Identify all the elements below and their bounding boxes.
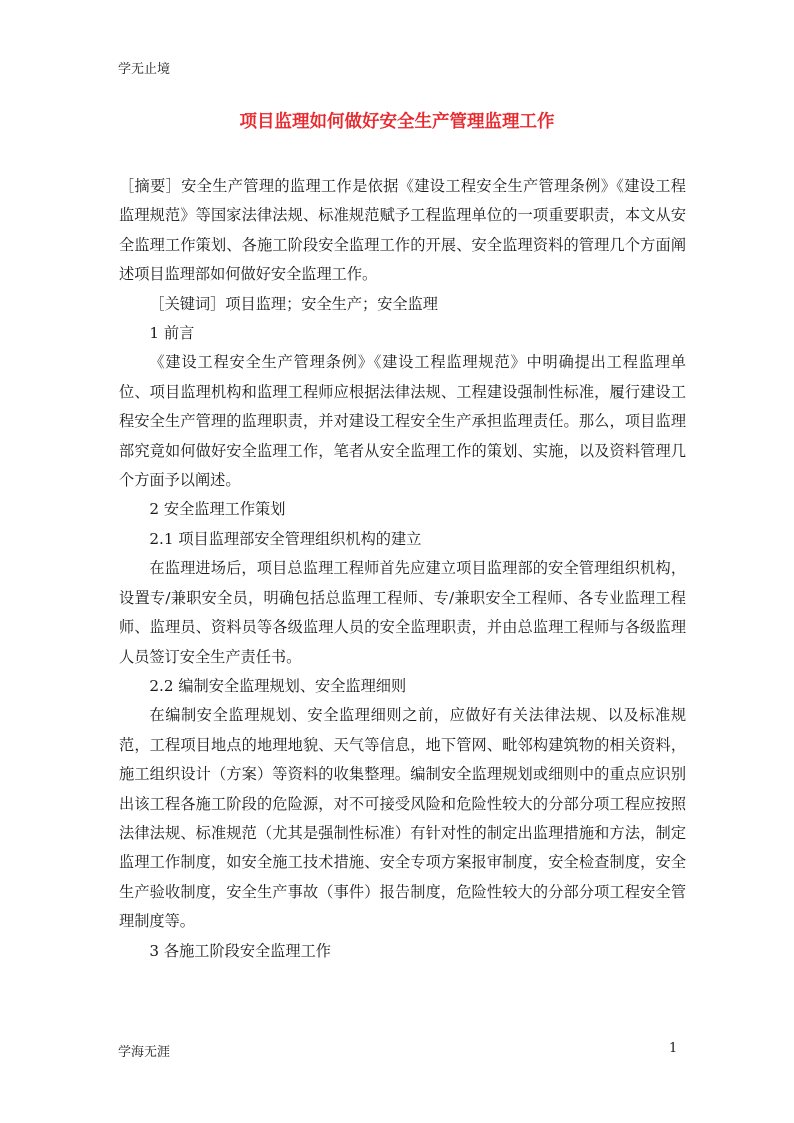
page-number: 1 [669,1041,678,1056]
document-title: 项目监理如何做好安全生产管理监理工作 [239,112,555,132]
paragraph-1: 《建设工程安全生产管理条例》《建设工程监理规范》中明确提出工程监理单位、项目监理机构和监理工程师应根据法律法规、工程建设强制性标准，履行建设工程安全生产管理的监理职责，并对建设工程安全生产承担监理责任。那么，项目监理部究竟如何做好安全监理工作，笔者从安全监理工作的策划、实施，以及资料管理几个方面予以阐述。 [119,353,686,490]
paragraph-2-1: 在监理进场后，项目总监理工程师首先应建立项目监理部的安全管理组织机构，设置专/兼职安全员，明确包括总监理工程师、专/兼职安全工程师、各专业监理工程师、监理员、资料员等各级监理人员的安全监理职责，并由总监理工程师与各级监理人员签订安全生产责任书。 [119,559,686,666]
document-body [119,172,686,966]
section-heading-3: 3 各施工阶段安全监理工作 [149,941,331,960]
keywords-paragraph: ［关键词］项目监理；安全生产；安全监理 [149,294,438,313]
abstract-paragraph: ［摘要］安全生产管理的监理工作是依据《建设工程安全生产管理条例》《建设工程监理规范》等国家法律法规、标准规范赋予工程监理单位的一项重要职责，本文从安全监理工作策划、各施工阶段安全监理工作的开展、安全监理资料的管理几个方面阐述项目监理部如何做好安全监理工作。 [119,177,686,284]
section-heading-2: 2 安全监理工作策划 [149,500,286,519]
page-header: 学无止境 [118,62,171,77]
subsection-heading-2-1: 2.1 项目监理部安全管理组织机构的建立 [149,529,422,548]
subsection-heading-2-2: 2.2 编制安全监理规划、安全监理细则 [149,676,407,695]
page-footer-text: 学海无涯 [118,1045,171,1060]
paragraph-2-2: 在编制安全监理规划、安全监理细则之前，应做好有关法律法规、以及标准规范，工程项目地点的地理地貌、天气等信息，地下管网、毗邻构建筑物的相关资料，施工组织设计（方案）等资料的收集整理。编制安全监理规划或细则中的重点应识别出该工程各施工阶段的危险源，对不可接受风险和危险性较大的分部分项工程应按照法律法规、标准规范（尤其是强制性标准）有针对性的制定出监理措施和方法，制定监理工作制度，如安全施工技术措施、安全专项方案报审制度，安全检查制度，安全生产验收制度，安全生产事故（事件）报告制度，危险性较大的分部分项工程安全管理制度等。 [119,706,686,931]
section-heading-1: 1 前言 [149,324,195,343]
